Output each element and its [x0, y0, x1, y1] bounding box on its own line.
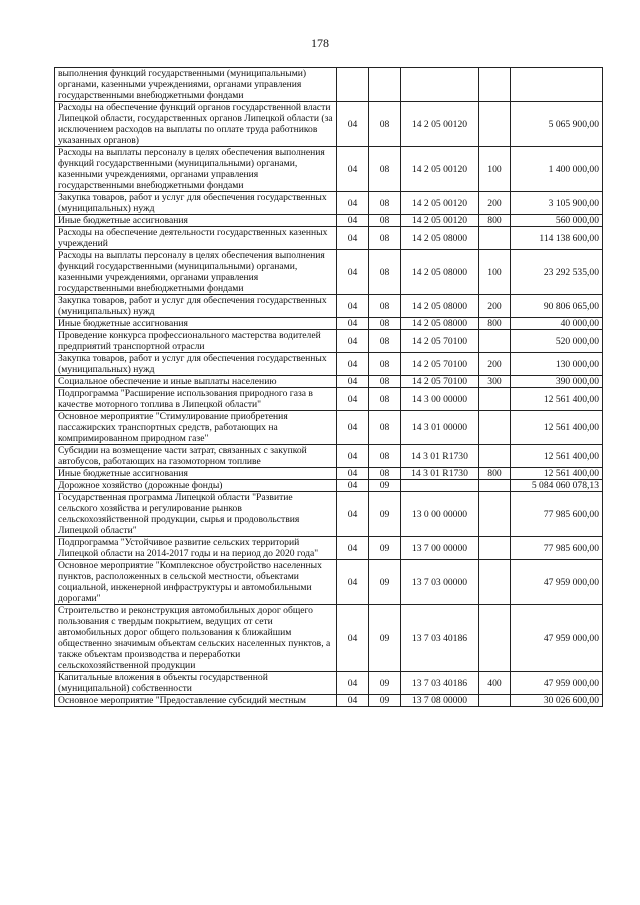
table-row	[55, 468, 603, 480]
expense-type-cell	[479, 560, 511, 605]
amount-cell: 40 000,00	[511, 318, 603, 330]
expense-type-cell	[479, 102, 511, 147]
amount-cell: 23 292 535,00	[511, 250, 603, 295]
expense-name-cell: Дорожное хозяйство (дорожные фонды)	[55, 480, 337, 492]
target-article-cell: 14 2 05 08000	[401, 227, 479, 250]
expense-name-cell: Иные бюджетные ассигнования	[55, 318, 337, 330]
section-code-cell: 04	[337, 295, 369, 318]
subsection-code-cell: 08	[369, 295, 401, 318]
section-code-cell: 04	[337, 605, 369, 672]
amount-cell: 30 026 600,00	[511, 695, 603, 707]
target-article-cell: 13 7 03 00000	[401, 560, 479, 605]
subsection-code-cell: 09	[369, 480, 401, 492]
amount-cell: 560 000,00	[511, 215, 603, 227]
expense-type-cell: 800	[479, 318, 511, 330]
table-row	[55, 250, 603, 295]
section-code-cell: 04	[337, 445, 369, 468]
expense-name-cell: Основное мероприятие "Предоставление субсидий местным	[55, 695, 337, 707]
expense-type-cell: 800	[479, 215, 511, 227]
expense-name-cell: Закупка товаров, работ и услуг для обеспечения государственных (муниципальных) нужд	[55, 295, 337, 318]
table-row	[55, 695, 603, 707]
subsection-code-cell: 08	[369, 445, 401, 468]
section-code-cell: 04	[337, 102, 369, 147]
target-article-cell: 14 2 05 70100	[401, 353, 479, 376]
expense-type-cell	[479, 492, 511, 537]
expense-type-cell	[479, 330, 511, 353]
table-row	[55, 147, 603, 192]
expense-name-cell: Государственная программа Липецкой области "Развитие сельского хозяйства и регулирование рынков сельскохозяйственной продукции, сырья и продовольствия Липецкой области"	[55, 492, 337, 537]
expense-name-cell: Иные бюджетные ассигнования	[55, 215, 337, 227]
target-article-cell: 14 3 01 00000	[401, 411, 479, 445]
target-article-cell: 14 3 01 R1730	[401, 445, 479, 468]
section-code-cell: 04	[337, 560, 369, 605]
amount-cell: 47 959 000,00	[511, 672, 603, 695]
amount-cell: 12 561 400,00	[511, 388, 603, 411]
amount-cell: 47 959 000,00	[511, 605, 603, 672]
expense-name-cell: Социальное обеспечение и иные выплаты населению	[55, 376, 337, 388]
expense-type-cell	[479, 388, 511, 411]
section-code-cell: 04	[337, 672, 369, 695]
table-row	[55, 192, 603, 215]
expense-type-cell	[479, 227, 511, 250]
expense-type-cell	[479, 605, 511, 672]
expense-name-cell: Закупка товаров, работ и услуг для обеспечения государственных (муниципальных) нужд	[55, 192, 337, 215]
section-code-cell: 04	[337, 388, 369, 411]
section-code-cell: 04	[337, 468, 369, 480]
section-code-cell: 04	[337, 537, 369, 560]
subsection-code-cell: 08	[369, 330, 401, 353]
target-article-cell: 14 2 05 70100	[401, 330, 479, 353]
expense-name-cell: Проведение конкурса профессионального мастерства водителей предприятий транспортной отрасли	[55, 330, 337, 353]
amount-cell	[511, 68, 603, 102]
subsection-code-cell: 08	[369, 468, 401, 480]
target-article-cell: 14 2 05 70100	[401, 376, 479, 388]
section-code-cell: 04	[337, 192, 369, 215]
section-code-cell: 04	[337, 227, 369, 250]
expense-name-cell: Расходы на обеспечение функций органов государственной власти Липецкой области, государственных органов Липецкой области (за исключением расходов на выплаты по оплате труда работников указанных органов)	[55, 102, 337, 147]
table-row	[55, 330, 603, 353]
target-article-cell: 14 2 05 08000	[401, 295, 479, 318]
amount-cell: 130 000,00	[511, 353, 603, 376]
amount-cell: 1 400 000,00	[511, 147, 603, 192]
expense-name-cell: Иные бюджетные ассигнования	[55, 468, 337, 480]
expense-name-cell: Подпрограмма "Устойчивое развитие сельских территорий Липецкой области на 2014-2017 годы и на период до 2020 года"	[55, 537, 337, 560]
amount-cell: 77 985 600,00	[511, 537, 603, 560]
subsection-code-cell	[369, 68, 401, 102]
amount-cell: 5 065 900,00	[511, 102, 603, 147]
subsection-code-cell: 09	[369, 537, 401, 560]
section-code-cell: 04	[337, 411, 369, 445]
table-row	[55, 376, 603, 388]
amount-cell: 5 084 060 078,13	[511, 480, 603, 492]
expense-name-cell: выполнения функций государственными (муниципальными) органами, казенными учреждениями, органами управления государственными внебюджетными фондами	[55, 68, 337, 102]
table-row	[55, 672, 603, 695]
table-row	[55, 560, 603, 605]
expense-type-cell	[479, 537, 511, 560]
amount-cell: 90 806 065,00	[511, 295, 603, 318]
section-code-cell: 04	[337, 250, 369, 295]
target-article-cell: 14 3 01 R1730	[401, 468, 479, 480]
expense-name-cell: Расходы на выплаты персоналу в целях обеспечения выполнения функций государственными (муниципальными) органами, казенными учреждениями, органами управления государственными внебюджетными фондами	[55, 250, 337, 295]
amount-cell: 47 959 000,00	[511, 560, 603, 605]
subsection-code-cell: 08	[369, 250, 401, 295]
expense-name-cell: Строительство и реконструкция автомобильных дорог общего пользования с твердым покрытием, ведущих от сети автомобильных дорог общего пользования к ближайшим общественно значимым объектам сельских населенных пунктов, а также объектам производства и переработки сельскохозяйственной продукции	[55, 605, 337, 672]
expense-type-cell	[479, 445, 511, 468]
expense-name-cell: Расходы на выплаты персоналу в целях обеспечения выполнения функций государственными (муниципальными) органами, казенными учреждениями, органами управления государственными внебюджетными фондами	[55, 147, 337, 192]
target-article-cell: 14 2 05 00120	[401, 215, 479, 227]
amount-cell: 390 000,00	[511, 376, 603, 388]
budget-table	[54, 67, 603, 707]
expense-name-cell: Закупка товаров, работ и услуг для обеспечения государственных (муниципальных) нужд	[55, 353, 337, 376]
expense-type-cell: 200	[479, 192, 511, 215]
subsection-code-cell: 08	[369, 388, 401, 411]
subsection-code-cell: 09	[369, 672, 401, 695]
amount-cell: 77 985 600,00	[511, 492, 603, 537]
subsection-code-cell: 08	[369, 147, 401, 192]
target-article-cell: 13 0 00 00000	[401, 492, 479, 537]
section-code-cell: 04	[337, 330, 369, 353]
table-row	[55, 411, 603, 445]
expense-type-cell	[479, 480, 511, 492]
expense-type-cell	[479, 411, 511, 445]
expense-name-cell: Расходы на обеспечение деятельности государственных казенных учреждений	[55, 227, 337, 250]
amount-cell: 3 105 900,00	[511, 192, 603, 215]
section-code-cell: 04	[337, 318, 369, 330]
subsection-code-cell: 09	[369, 695, 401, 707]
target-article-cell: 13 7 03 40186	[401, 605, 479, 672]
subsection-code-cell: 09	[369, 492, 401, 537]
table-row	[55, 537, 603, 560]
section-code-cell: 04	[337, 695, 369, 707]
table-row	[55, 492, 603, 537]
target-article-cell	[401, 480, 479, 492]
budget-table-body	[55, 68, 603, 707]
section-code-cell: 04	[337, 147, 369, 192]
table-row	[55, 102, 603, 147]
amount-cell: 114 138 600,00	[511, 227, 603, 250]
table-row	[55, 388, 603, 411]
expense-type-cell: 200	[479, 353, 511, 376]
table-row	[55, 480, 603, 492]
target-article-cell: 14 2 05 08000	[401, 250, 479, 295]
expense-name-cell: Подпрограмма "Расширение использования природного газа в качестве моторного топлива в Липецкой области"	[55, 388, 337, 411]
target-article-cell: 13 7 00 00000	[401, 537, 479, 560]
amount-cell: 12 561 400,00	[511, 411, 603, 445]
expense-name-cell: Основное мероприятие "Стимулирование приобретения пассажирских транспортных средств, работающих на компримированном природном газе"	[55, 411, 337, 445]
section-code-cell	[337, 68, 369, 102]
expense-name-cell: Капитальные вложения в объекты государственной (муниципальной) собственности	[55, 672, 337, 695]
subsection-code-cell: 08	[369, 353, 401, 376]
section-code-cell: 04	[337, 215, 369, 227]
target-article-cell	[401, 68, 479, 102]
section-code-cell: 04	[337, 480, 369, 492]
table-row	[55, 227, 603, 250]
expense-type-cell: 300	[479, 376, 511, 388]
table-row	[55, 445, 603, 468]
amount-cell: 520 000,00	[511, 330, 603, 353]
target-article-cell: 14 2 05 00120	[401, 147, 479, 192]
subsection-code-cell: 09	[369, 560, 401, 605]
amount-cell: 12 561 400,00	[511, 445, 603, 468]
expense-type-cell: 400	[479, 672, 511, 695]
section-code-cell: 04	[337, 492, 369, 537]
target-article-cell: 14 2 05 08000	[401, 318, 479, 330]
target-article-cell: 14 2 05 00120	[401, 192, 479, 215]
page-number: 178	[311, 36, 329, 50]
expense-type-cell: 100	[479, 147, 511, 192]
subsection-code-cell: 09	[369, 605, 401, 672]
subsection-code-cell: 08	[369, 215, 401, 227]
expense-name-cell: Основное мероприятие "Комплексное обустройство населенных пунктов, расположенных в сельской местности, объектами социальной, инженерной инфраструктуры и автомобильными дорогами"	[55, 560, 337, 605]
expense-type-cell: 800	[479, 468, 511, 480]
expense-type-cell	[479, 68, 511, 102]
subsection-code-cell: 08	[369, 411, 401, 445]
subsection-code-cell: 08	[369, 376, 401, 388]
target-article-cell: 14 2 05 00120	[401, 102, 479, 147]
table-row	[55, 353, 603, 376]
expense-type-cell: 100	[479, 250, 511, 295]
table-row	[55, 295, 603, 318]
expense-type-cell: 200	[479, 295, 511, 318]
amount-cell: 12 561 400,00	[511, 468, 603, 480]
expense-name-cell: Субсидии на возмещение части затрат, связанных с закупкой автобусов, работающих на газомоторном топливе	[55, 445, 337, 468]
subsection-code-cell: 08	[369, 192, 401, 215]
table-row	[55, 215, 603, 227]
table-row	[55, 68, 603, 102]
target-article-cell: 13 7 03 40186	[401, 672, 479, 695]
subsection-code-cell: 08	[369, 227, 401, 250]
table-row	[55, 318, 603, 330]
section-code-cell: 04	[337, 376, 369, 388]
table-row	[55, 605, 603, 672]
target-article-cell: 14 3 00 00000	[401, 388, 479, 411]
expense-type-cell	[479, 695, 511, 707]
target-article-cell: 13 7 08 00000	[401, 695, 479, 707]
subsection-code-cell: 08	[369, 102, 401, 147]
subsection-code-cell: 08	[369, 318, 401, 330]
section-code-cell: 04	[337, 353, 369, 376]
